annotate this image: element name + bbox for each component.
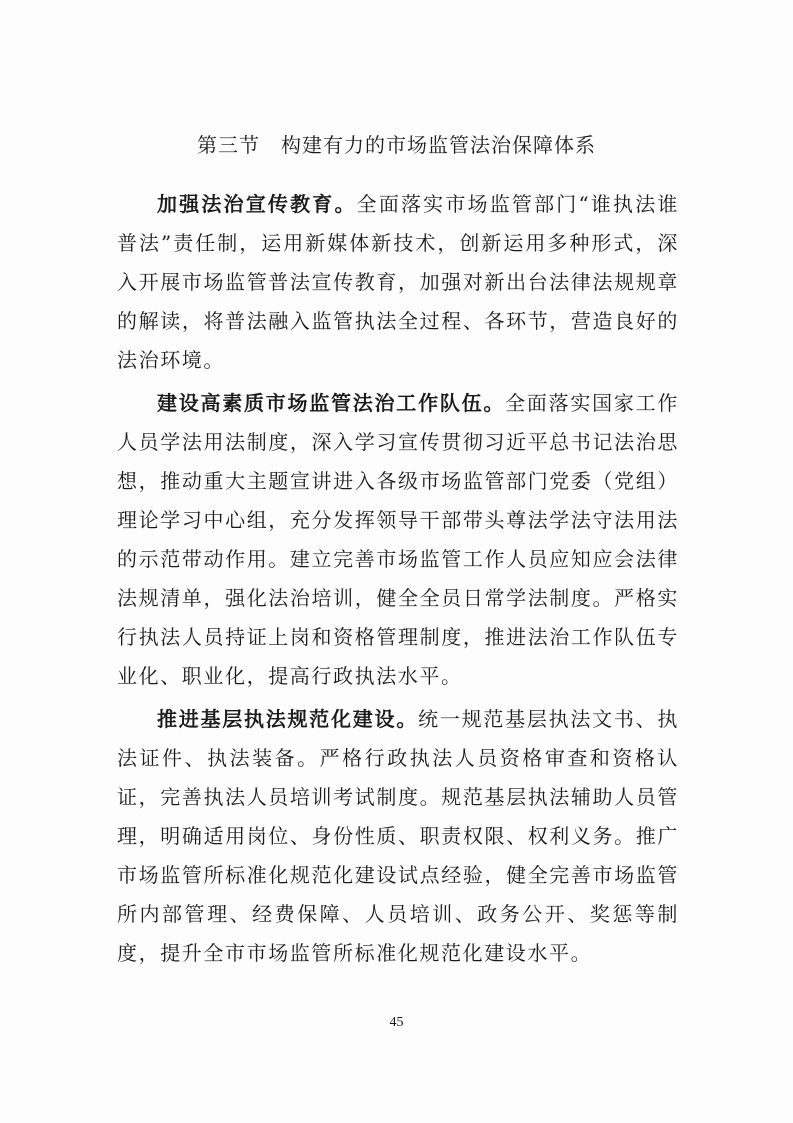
- paragraph-text: 统一规范基层执法文书、执法证件、执法装备。严格行政执法人员资格审查和资格认证，完善执法人员培训考试制度。规范基层执法辅助人员管理，明确适用岗位、身份性质、职责权限、权利义务。推广市场监管所标准化规范化建设试点经验，健全完善市场监管所内部管理、经费保障、人员培训、政务公开、奖惩等制度，提升全市市场监管所标准化规范化建设水平。: [117, 707, 679, 965]
- paragraph-legal-team: [117, 384, 679, 696]
- paragraph-lead-heading: 推进基层执法规范化建设。: [157, 707, 419, 731]
- paragraph-text: 全面落实国家工作人员学法用法制度，深入学习宣传贯彻习近平总书记法治思想，推动重大主题宣讲进入各级市场监管部门党委（党组）理论学习中心组，充分发挥领导干部带头尊法学法守法用法的示范带动作用。建立完善市场监管工作人员应知应会法律法规清单，强化法治培训，健全全员日常学法制度。严格实行执法人员持证上岗和资格管理制度，推进法治工作队伍专业化、职业化，提高行政执法水平。: [117, 391, 679, 688]
- paragraph-legal-publicity: [117, 185, 679, 380]
- document-body: [117, 185, 679, 973]
- paragraph-lead-heading: 建设高素质市场监管法治工作队伍。: [157, 391, 506, 415]
- paragraph-text: 全面落实市场监管部门“谁执法谁普法”责任制，运用新媒体新技术，创新运用多种形式，深入开展市场监管普法宣传教育，加强对新出台法律法规规章的解读，将普法融入监管执法全过程、各环节，营造良好的法治环境。: [117, 192, 679, 372]
- page-number: 45: [389, 1015, 404, 1030]
- section-title: 第三节 构建有力的市场监管法治保障体系: [197, 133, 596, 157]
- paragraph-grassroots-enforcement: [117, 700, 679, 973]
- paragraph-lead-heading: 加强法治宣传教育。: [157, 192, 357, 216]
